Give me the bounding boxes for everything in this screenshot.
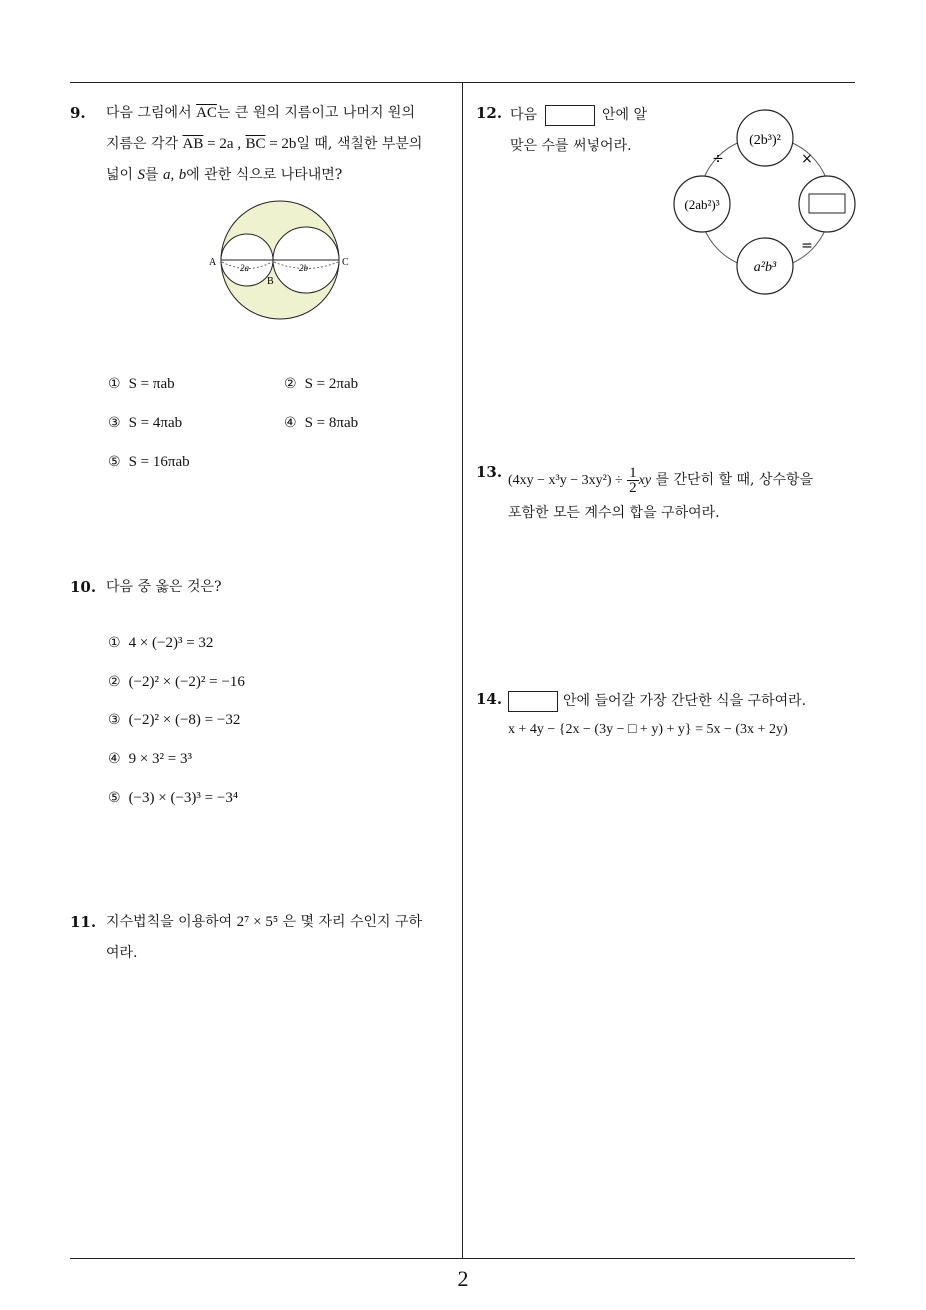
q9-a: a, (163, 167, 175, 183)
q12-text-b: 안에 알 (601, 107, 647, 123)
q10-option-5[interactable]: ⑤ (−3) × (−3)³ = −3⁴ (108, 790, 239, 806)
q12-node-bottom-label: a²b³ (753, 260, 777, 275)
q9-text-e: 넓이 (106, 167, 134, 183)
q9-option-2[interactable]: ② S = 2πab (284, 376, 359, 392)
q13-text-a: 를 간단히 할 때, 상수항을 (655, 472, 814, 488)
q9-text-c: 지름은 각각 (106, 136, 179, 152)
q9-number: 9. (70, 104, 86, 122)
q14-number: 14. (476, 690, 503, 708)
q12-text (510, 100, 680, 162)
q12-node-left-label: (2ab²)³ (684, 197, 720, 212)
q12-number: 12. (476, 104, 503, 122)
q12-diagram-answer-box[interactable] (809, 194, 845, 213)
q9-s: S (137, 167, 146, 183)
q9-option-4[interactable]: ④ S = 8πab (284, 415, 359, 431)
q13-text (508, 463, 864, 529)
q9-text-a: 다음 그림에서 (106, 105, 192, 121)
q10-option-3[interactable]: ③ (−2)² × (−8) = −32 (108, 712, 241, 728)
q13-text-b: 포함한 모든 계수의 합을 구하여라. (508, 505, 720, 521)
bottom-rule (70, 1258, 855, 1259)
q11-number: 11. (70, 913, 97, 931)
q12-op-mul: × (801, 151, 813, 167)
q12-answer-box[interactable] (545, 105, 595, 126)
q9-option-3[interactable]: ③ S = 4πab (108, 415, 183, 431)
q9-seg-2a: 2a (240, 263, 249, 273)
q14-text-a: 안에 들어갈 가장 간단한 식을 구하여라. (563, 693, 807, 709)
q14-answer-box[interactable] (508, 691, 558, 712)
q12-node-top-label: (2b³)² (749, 133, 781, 148)
q9-b: b (178, 167, 187, 183)
q10-option-1[interactable]: ① 4 × (−2)³ = 32 (108, 635, 214, 651)
q13-expr: (4xy − x³y − 3xy²) ÷ (508, 473, 623, 488)
q9-text-d: 일 때, 색칠한 부분의 (296, 136, 423, 152)
q9-bc-eq: = 2b (265, 136, 297, 152)
q9-text-f: 를 (145, 167, 159, 183)
q14-expr: x + 4y − {2x − (3y − □ + y) + y} = 5x − (3x + 2y) (508, 722, 788, 737)
q9-ac: $\overline{AC}$ (196, 105, 217, 121)
q14-text (508, 686, 864, 742)
q9-text (106, 98, 458, 191)
q9-label-b: B (267, 276, 274, 287)
q9-seg-2b: 2b (299, 263, 308, 273)
q9-label-a: A (209, 257, 217, 268)
q9-option-1[interactable]: ① S = πab (108, 376, 175, 392)
q9-option-5[interactable]: ⑤ S = 16πab (108, 454, 190, 470)
q9-text-g: 에 관한 식으로 나타내면? (186, 167, 343, 183)
q10-number: 10. (70, 578, 97, 596)
q11-text-c: 여라. (106, 945, 138, 961)
q10-option-4[interactable]: ④ 9 × 3² = 3³ (108, 751, 192, 767)
q13-fraction: $\frac{1}{2}$ (629, 464, 637, 496)
q12-cycle-diagram (670, 108, 860, 298)
q11-text-b: 은 몇 자리 수인지 구하 (282, 914, 423, 930)
q9-text-b: 는 큰 원의 지름이고 나머지 원의 (216, 105, 415, 121)
q12-op-eq: = (801, 238, 813, 254)
q9-circle-figure (200, 195, 360, 325)
q12-text-a: 다음 (510, 107, 538, 123)
q10-text: 다음 중 옳은 것은? (106, 579, 222, 595)
q12-text-c: 맞은 수를 써넣어라. (510, 138, 632, 154)
q11-text-a: 지수법칙을 이용하여 (106, 914, 233, 930)
column-divider (462, 82, 463, 1258)
page-number: 2 (457, 1266, 469, 1291)
q13-expr2: xy (638, 473, 652, 488)
q9-ab-eq: = 2a , (203, 136, 241, 152)
q9-bc: $\overline{BC}$ (245, 136, 266, 152)
q9-label-c: C (342, 257, 349, 268)
q13-number: 13. (476, 463, 503, 481)
q12-op-div: ÷ (712, 151, 724, 167)
q9-ab: $\overline{AB}$ (182, 136, 204, 152)
q11-expr: 2⁷ × 5⁵ (236, 914, 279, 930)
q10-option-2[interactable]: ② (−2)² × (−2)² = −16 (108, 674, 245, 690)
q11-text (106, 907, 458, 969)
